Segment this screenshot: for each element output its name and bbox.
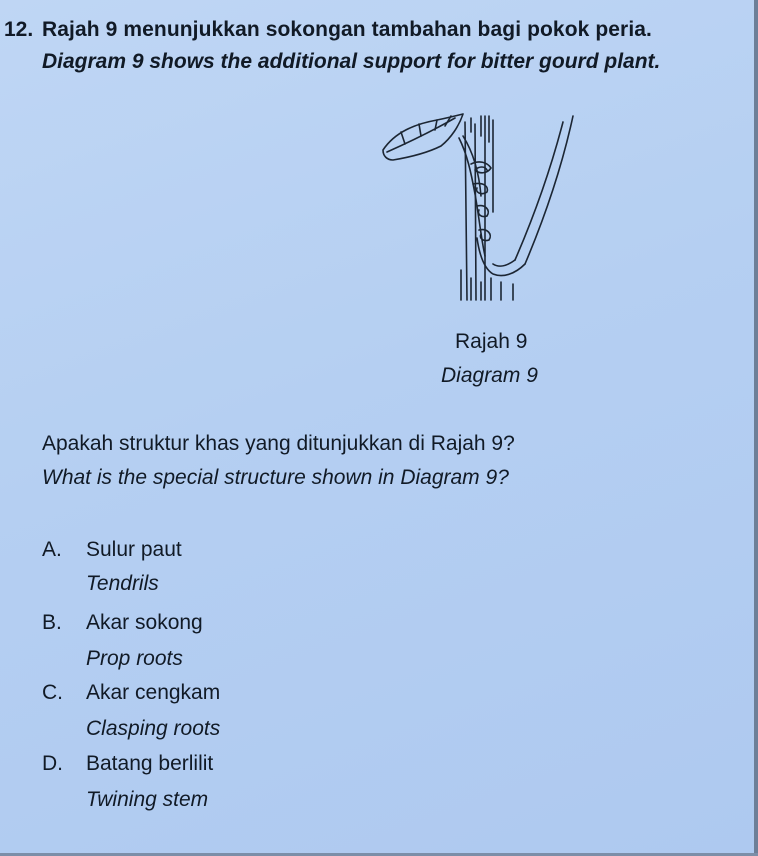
option-c-letter: C. [42, 681, 63, 704]
option-a-malay: Sulur paut [86, 538, 182, 561]
option-b-malay: Akar sokong [86, 611, 203, 634]
diagram-caption-malay: Rajah 9 [455, 330, 528, 353]
option-d-english: Twining stem [86, 788, 209, 811]
page-right-edge [754, 0, 758, 856]
option-c-malay: Akar cengkam [86, 681, 221, 704]
diagram-caption-english: Diagram 9 [441, 364, 538, 387]
option-a-letter: A. [42, 538, 62, 561]
option-b-letter: B. [42, 611, 62, 634]
question-title-english: Diagram 9 shows the additional support for bitter gourd plant. [42, 50, 661, 73]
question-number: 12. [4, 18, 34, 41]
option-a-english: Tendrils [86, 572, 159, 595]
question-prompt-english: What is the special structure shown in Diagram 9? [42, 466, 509, 489]
option-b-english: Prop roots [86, 647, 183, 670]
option-d-malay: Batang berlilit [86, 752, 214, 775]
option-d-letter: D. [42, 752, 63, 775]
question-title-malay: Rajah 9 menunjukkan sokongan tambahan bagi pokok peria. [42, 18, 652, 41]
question-prompt-malay: Apakah struktur khas yang ditunjukkan di Rajah 9? [42, 432, 515, 455]
bitter-gourd-diagram [375, 102, 595, 312]
option-c-english: Clasping roots [86, 717, 221, 740]
